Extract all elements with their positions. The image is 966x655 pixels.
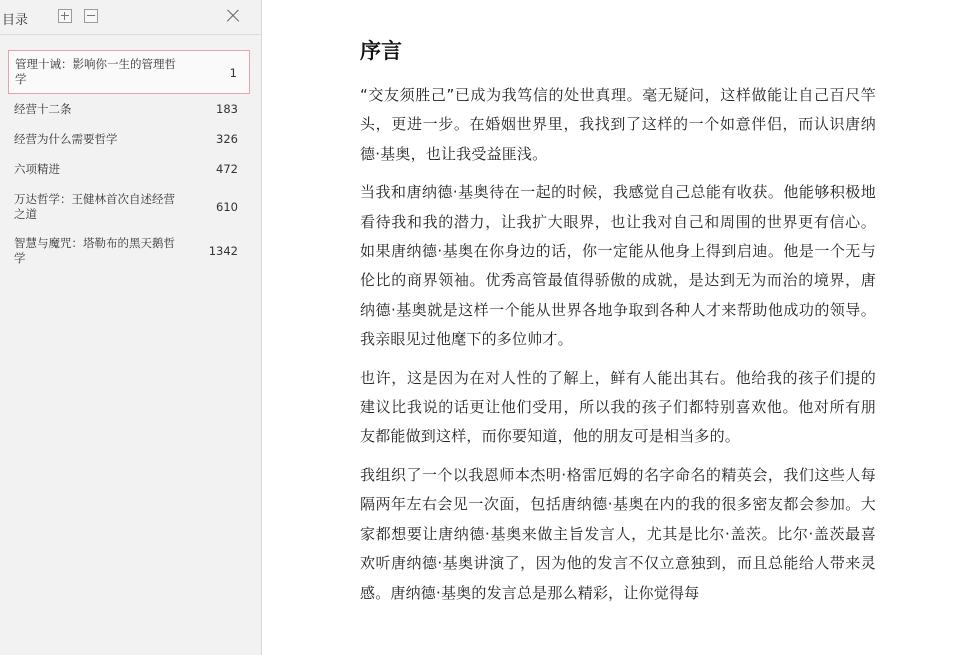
toc-item-page: 1342 xyxy=(208,244,238,258)
paragraph: 也许，这是因为在对人性的了解上，鲜有人能出其右。他给我的孩子们提的建议比我说的话更让他们受用，所以我的孩子们都特别喜欢他。他对所有朋友都能做到这样，而你要知道，他的朋友可是相当多的。 xyxy=(360,368,876,446)
paragraph: “交友须胜己”已成为我笃信的处世真理。毫无疑问，这样做能让自己百尺竿头，更进一步。在婚姻世界里，我找到了这样的一个如意伴侣，而认识唐纳德·基奥，也让我受益匪浅。 xyxy=(360,86,876,163)
toc-item-title: 经营十二条 xyxy=(14,102,72,116)
toc-item-title: 经营为什么需要哲学 xyxy=(14,132,118,146)
paragraph: 当我和唐纳德·基奥待在一起的时候，我感觉自己总能有收获。他能够积极地看待我和我的潜力，让我扩大眼界，也让我对自己和周围的世界更有信心。如果唐纳德·基奥在你身边的话，你一定能从他身上得到启迪。他是一个无与伦比的商界领袖。优秀高管最值得骄傲的成就，是达到无为而治的境界，唐纳德·基奥就是这样一个能从世界各地争取到各种人才来帮助他成功的领导。我亲眼见过他麾下的多位帅才。 xyxy=(360,183,876,349)
document-content xyxy=(360,36,876,617)
toc-item-page: 610 xyxy=(216,200,238,214)
sidebar-divider xyxy=(0,34,262,35)
toc-item[interactable] xyxy=(8,100,250,120)
toc-item-title: 万达哲学：王健林首次自述经营之道 xyxy=(14,192,175,221)
toc-item-page: 183 xyxy=(216,102,238,116)
toc-item[interactable] xyxy=(8,130,250,150)
close-icon[interactable] xyxy=(225,8,241,24)
collapse-all-icon[interactable] xyxy=(84,9,98,23)
toc-item[interactable] xyxy=(8,50,250,94)
toc-item-page: 326 xyxy=(216,132,238,146)
toc-item-page: 472 xyxy=(216,162,238,176)
sidebar-header xyxy=(0,0,262,34)
toc-item-page: 1 xyxy=(229,66,237,80)
toc-item[interactable] xyxy=(8,189,250,225)
chapter-title: 序言 xyxy=(360,38,402,63)
paragraph: 我组织了一个以我恩师本杰明·格雷厄姆的名字命名的精英会，我们这些人每隔两年左右会见一次面，包括唐纳德·基奥在内的我的很多密友都会参加。大家都想要让唐纳德·基奥来做主旨发言人，尤其是比尔·盖茨。比尔·盖茨最喜欢听唐纳德·基奥讲演了，因为他的发言不仅立意独到，而且总能给人带来灵感。唐纳德·基奥的发言总是那么精彩，让你觉得每 xyxy=(360,465,876,602)
toc-item-title: 智慧与魔咒：塔勒布的黑天鹅哲学 xyxy=(14,236,175,265)
toc-item[interactable] xyxy=(8,160,250,180)
toc-item[interactable] xyxy=(8,233,250,269)
sidebar-title: 目录 xyxy=(2,13,29,28)
toc-item-title: 六项精进 xyxy=(14,162,60,176)
toc-sidebar xyxy=(0,0,262,655)
expand-all-icon[interactable] xyxy=(58,9,72,23)
toc-item-title: 管理十诫：影响你一生的管理哲学 xyxy=(15,57,176,86)
